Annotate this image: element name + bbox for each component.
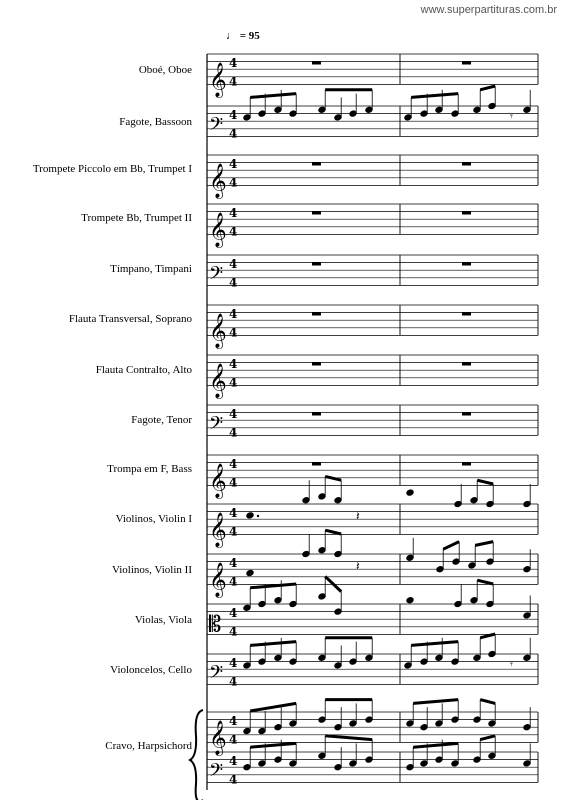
- eighth-rest-icon: 𝄾: [510, 658, 513, 671]
- beam: [443, 542, 459, 550]
- quarter-rest-icon: 𝄽: [356, 559, 360, 573]
- staff-system: [190, 54, 538, 800]
- time-signature-top: 4: [229, 157, 238, 171]
- time-signature-bottom: 4: [229, 325, 238, 340]
- time-signature-bottom: 4: [229, 126, 238, 141]
- whole-rest: [462, 412, 471, 416]
- time-signature-top: 4: [229, 407, 238, 421]
- beam: [325, 576, 341, 591]
- label-bassoon: Fagote, Bassoon: [119, 116, 192, 128]
- tempo-marking: ♩ = 95: [226, 30, 260, 42]
- whole-rest: [312, 312, 321, 316]
- treble-clef-icon: 𝄞: [209, 363, 227, 399]
- time-signature-bottom: 4: [229, 224, 238, 239]
- quarter-rest-icon: 𝄽: [356, 509, 360, 523]
- whole-rest: [312, 211, 321, 215]
- beam: [411, 94, 458, 98]
- label-bass: Trompa em F, Bass: [107, 463, 192, 475]
- treble-clef-icon: 𝄞: [209, 212, 227, 248]
- time-signature-top: 4: [229, 656, 238, 670]
- treble-clef-icon: 𝄞: [209, 313, 227, 349]
- label-soprano: Flauta Transversal, Soprano: [68, 313, 192, 325]
- time-signature-top: 4: [229, 606, 238, 620]
- half-note: [406, 489, 414, 496]
- label-trumpet-1: Trompete Piccolo em Bb, Trumpet I: [32, 163, 192, 175]
- label-trumpet-2: Trompete Bb, Trumpet II: [81, 212, 192, 224]
- whole-rest: [462, 211, 471, 215]
- time-signature-bottom: 4: [229, 475, 238, 490]
- time-signature-top: 4: [229, 206, 238, 220]
- beam: [325, 736, 372, 740]
- time-signature-top: 4: [229, 506, 238, 520]
- whole-rest: [462, 61, 471, 65]
- bass-clef-icon: 𝄢: [209, 760, 224, 786]
- time-signature-bottom: 4: [229, 275, 238, 290]
- alto-clef-icon: 𝄡: [209, 612, 222, 638]
- dotted-quarter-note: [246, 569, 254, 576]
- beam: [480, 700, 495, 704]
- whole-rest: [462, 362, 471, 366]
- site-watermark: www.superpartituras.com.br: [420, 4, 557, 16]
- bass-clef-icon: 𝄢: [209, 662, 224, 688]
- whole-rest: [462, 462, 471, 466]
- beam: [480, 86, 495, 90]
- treble-clef-icon: 𝄞: [209, 562, 227, 598]
- beam: [411, 642, 458, 646]
- time-signature-top: 4: [229, 556, 238, 570]
- time-signature-bottom: 4: [229, 74, 238, 89]
- bass-clef-icon: 𝄢: [209, 413, 224, 439]
- treble-clef-icon: 𝄞: [209, 720, 227, 756]
- beam: [477, 580, 493, 584]
- dot: [257, 515, 259, 517]
- beam: [325, 476, 341, 480]
- whole-rest: [312, 262, 321, 266]
- time-signature-bottom: 4: [229, 175, 238, 190]
- time-signature-bottom: 4: [229, 574, 238, 589]
- label-timpani: Tímpano, Timpani: [110, 263, 192, 275]
- whole-rest: [312, 162, 321, 166]
- treble-clef-icon: 𝄞: [209, 163, 227, 199]
- beam: [250, 94, 296, 98]
- time-signature-top: 4: [229, 357, 238, 371]
- treble-clef-icon: 𝄞: [209, 62, 227, 98]
- whole-rest: [462, 262, 471, 266]
- whole-rest: [312, 362, 321, 366]
- whole-rest: [312, 412, 321, 416]
- beam: [480, 736, 495, 740]
- eighth-rest-icon: 𝄾: [510, 110, 513, 123]
- time-signature-top: 4: [229, 56, 238, 70]
- beam: [477, 480, 493, 484]
- label-violin-2: Violinos, Violin II: [111, 564, 192, 576]
- whole-rest: [312, 462, 321, 466]
- treble-clef-icon: 𝄞: [209, 512, 227, 548]
- label-violin-1: Violinos, Violin I: [115, 513, 192, 525]
- dotted-quarter-note: [246, 512, 254, 519]
- beam: [475, 542, 493, 546]
- beam: [413, 700, 458, 704]
- harpsichord-brace: [190, 710, 203, 800]
- time-signature-bottom: 4: [229, 425, 238, 440]
- time-signature-bottom: 4: [229, 674, 238, 689]
- treble-clef-icon: 𝄞: [209, 463, 227, 499]
- bass-clef-icon: 𝄢: [209, 114, 224, 140]
- time-signature-top: 4: [229, 307, 238, 321]
- beam: [325, 530, 341, 534]
- time-signature-top: 4: [229, 108, 238, 122]
- bass-clef-icon: 𝄢: [209, 263, 224, 289]
- label-viola: Violas, Viola: [134, 614, 192, 626]
- time-signature-bottom: 4: [229, 375, 238, 390]
- time-signature-top: 4: [229, 714, 238, 728]
- time-signature-top: 4: [229, 257, 238, 271]
- time-signature-bottom: 4: [229, 524, 238, 539]
- quarter-note: [406, 597, 414, 604]
- whole-rest: [462, 312, 471, 316]
- label-harpsichord: Cravo, Harpsichord: [105, 740, 192, 752]
- whole-rest: [312, 61, 321, 65]
- label-alto: Flauta Contralto, Alto: [95, 364, 192, 376]
- time-signature-bottom: 4: [229, 732, 238, 747]
- label-oboe: Oboé, Oboe: [138, 64, 192, 76]
- time-signature-bottom: 4: [229, 772, 238, 787]
- whole-rest: [462, 162, 471, 166]
- time-signature-bottom: 4: [229, 624, 238, 639]
- time-signature-top: 4: [229, 457, 238, 471]
- label-cello: Violoncelos, Cello: [110, 664, 192, 676]
- beam: [250, 642, 296, 646]
- time-signature-top: 4: [229, 754, 238, 768]
- label-tenor: Fagote, Tenor: [131, 414, 192, 426]
- beam: [250, 703, 296, 711]
- beam: [250, 743, 296, 747]
- beam: [413, 743, 458, 747]
